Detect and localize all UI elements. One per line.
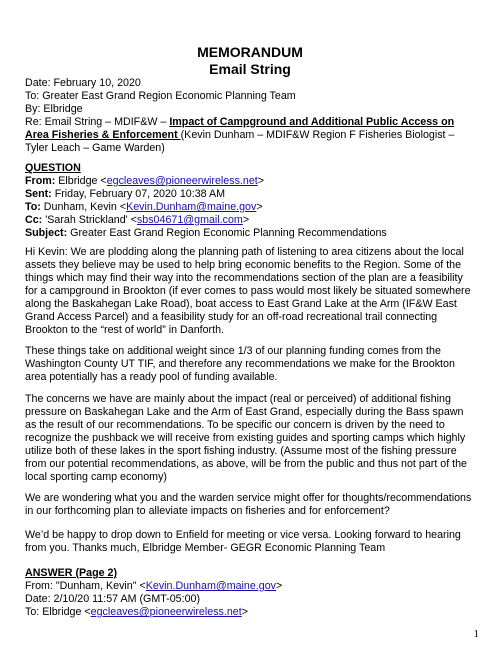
memo-re-line-1 bbox=[25, 116, 454, 129]
memo-subtitle: Email String bbox=[209, 61, 291, 77]
paragraph-line: Hi Kevin: We are plodding along the planning path of listening to area citizens about the local bbox=[25, 246, 464, 258]
body-paragraph-3 bbox=[25, 393, 493, 484]
answer-date: Date: 2/10/20 11:57 AM (GMT-05:00) bbox=[25, 593, 201, 605]
paragraph-line: The concerns we have are mainly about the impact (real or perceived) of additional fishing bbox=[25, 393, 451, 405]
paragraph-line: pressure on Baskahegan Lake and the Arm of East Grand, especially during the Bass spawn bbox=[25, 406, 464, 418]
question-sent bbox=[25, 188, 225, 201]
memo-by: By: Elbridge bbox=[25, 103, 83, 115]
question-subject bbox=[25, 227, 387, 240]
memo-re-line-3: Tyler Leach – Game Warden) bbox=[25, 142, 165, 154]
subject-value: Greater East Grand Region Economic Planning Recommendations bbox=[67, 227, 387, 239]
answer-from-email-link[interactable]: Kevin.Dunham@maine.gov bbox=[145, 580, 277, 592]
question-from bbox=[25, 175, 264, 188]
cc-name: 'Sarah Strickland' < bbox=[42, 214, 137, 226]
question-to bbox=[25, 201, 263, 214]
memo-re-subject-2: Area Fisheries & Enforcement bbox=[25, 129, 181, 141]
answer-from bbox=[25, 580, 282, 593]
paragraph-line: along the Baskahegan Lake Road), boat access to East Grand Lake at the Arm (IF&W East bbox=[25, 298, 457, 310]
question-heading-text: QUESTION bbox=[25, 162, 81, 174]
sent-label: Sent: bbox=[25, 188, 52, 200]
body-paragraph-5 bbox=[25, 529, 493, 555]
memo-re-subject-1: Impact of Campground and Additional Public Access on bbox=[169, 116, 455, 128]
paragraph-line: for a campground in Brookton (if ever comes to pass would most likely be situated somewhere bbox=[25, 285, 471, 297]
from-label: From: bbox=[25, 175, 56, 187]
question-heading bbox=[25, 162, 81, 175]
to-label: To: bbox=[25, 201, 41, 213]
cc-close: > bbox=[242, 214, 250, 226]
to-close: > bbox=[256, 201, 263, 213]
from-close: > bbox=[257, 175, 264, 187]
body-paragraph-4 bbox=[25, 492, 493, 518]
paragraph-line: These things take on additional weight since 1/3 of our planning funding comes from the bbox=[25, 345, 441, 357]
paragraph-line: in our forthcoming plan to alleviate impacts on fisheries and for enforcement? bbox=[25, 505, 390, 517]
answer-to-close: > bbox=[241, 606, 248, 618]
memo-title: MEMORANDUM bbox=[197, 44, 303, 60]
paragraph-line: from you. Thanks much, Elbridge Member- GEGR Economic Planning Team bbox=[25, 542, 386, 554]
answer-to-prefix: To: Elbridge < bbox=[25, 606, 91, 618]
cc-email-link[interactable]: sbs04671@gmail.com bbox=[136, 214, 243, 226]
answer-from-prefix: From: "Dunham, Kevin" < bbox=[25, 580, 146, 592]
answer-to-email-link[interactable]: egcleaves@pioneerwireless.net bbox=[90, 606, 242, 618]
memo-to: To: Greater East Grand Region Economic Planning Team bbox=[25, 90, 296, 102]
sent-value: Friday, February 07, 2020 10:38 AM bbox=[51, 188, 225, 200]
from-email-link[interactable]: egcleaves@pioneerwireless.net bbox=[106, 175, 258, 187]
page-number: 1 bbox=[473, 628, 479, 640]
body-paragraph-1 bbox=[25, 246, 493, 337]
paragraph-line: We are wondering what you and the warden service might offer for thoughts/recommendations bbox=[25, 492, 472, 504]
paragraph-line: from our potential recommendations, as above, will be from the public and thus not part of the bbox=[25, 458, 467, 470]
paragraph-line: utilize both of these lakes in the sport fishing industry. (Assume most of the fishing pressure bbox=[25, 445, 457, 457]
memo-re-rest-1: (Kevin Dunham – MDIF&W Region F Fisheries Biologist – bbox=[180, 129, 455, 141]
to-email-link[interactable]: Kevin.Dunham@maine.gov bbox=[126, 201, 257, 213]
paragraph-line: local sporting camp economy) bbox=[25, 471, 167, 483]
to-name: Dunham, Kevin < bbox=[40, 201, 127, 213]
answer-to bbox=[25, 606, 248, 619]
answer-heading bbox=[25, 567, 117, 580]
paragraph-line: area potentially has a ready pool of funding available. bbox=[25, 371, 278, 383]
answer-from-close: > bbox=[276, 580, 283, 592]
paragraph-line: assets they believe may be used to help bring economic benefits to the Region. Some of the bbox=[25, 259, 462, 271]
paragraph-line: Brookton to the “rest of world” in Danforth. bbox=[25, 324, 224, 336]
memo-re-prefix: Re: Email String – MDIF&W – bbox=[25, 116, 170, 128]
paragraph-line: recognize the pushback we will receive from existing guides and sporting camps which highly bbox=[25, 432, 466, 444]
body-paragraph-2 bbox=[25, 345, 493, 384]
answer-heading-text: ANSWER (Page 2) bbox=[25, 567, 118, 579]
paragraph-line: Washington County UT TIF, and therefore any recommendations we make for the Brookton bbox=[25, 358, 455, 370]
paragraph-line: We’d be happy to drop down to Enfield for meeting or vice versa. Looking forward to hearing bbox=[25, 529, 461, 541]
memo-date: Date: February 10, 2020 bbox=[25, 77, 141, 89]
subject-label: Subject: bbox=[25, 227, 68, 239]
paragraph-line: things which may find their way into the recommendations section of the plan are a feasibility bbox=[25, 272, 463, 284]
paragraph-line: as the result of our recommendations. To be specific our concern is driven by the need to bbox=[25, 419, 445, 431]
question-cc bbox=[25, 214, 249, 227]
from-name: Elbridge < bbox=[55, 175, 107, 187]
paragraph-line: Grand Access Parcel) and a feasibility study for an off-road recreational trail connecting bbox=[25, 311, 438, 323]
memo-re-line-2 bbox=[25, 129, 454, 142]
cc-label: Cc: bbox=[25, 214, 43, 226]
